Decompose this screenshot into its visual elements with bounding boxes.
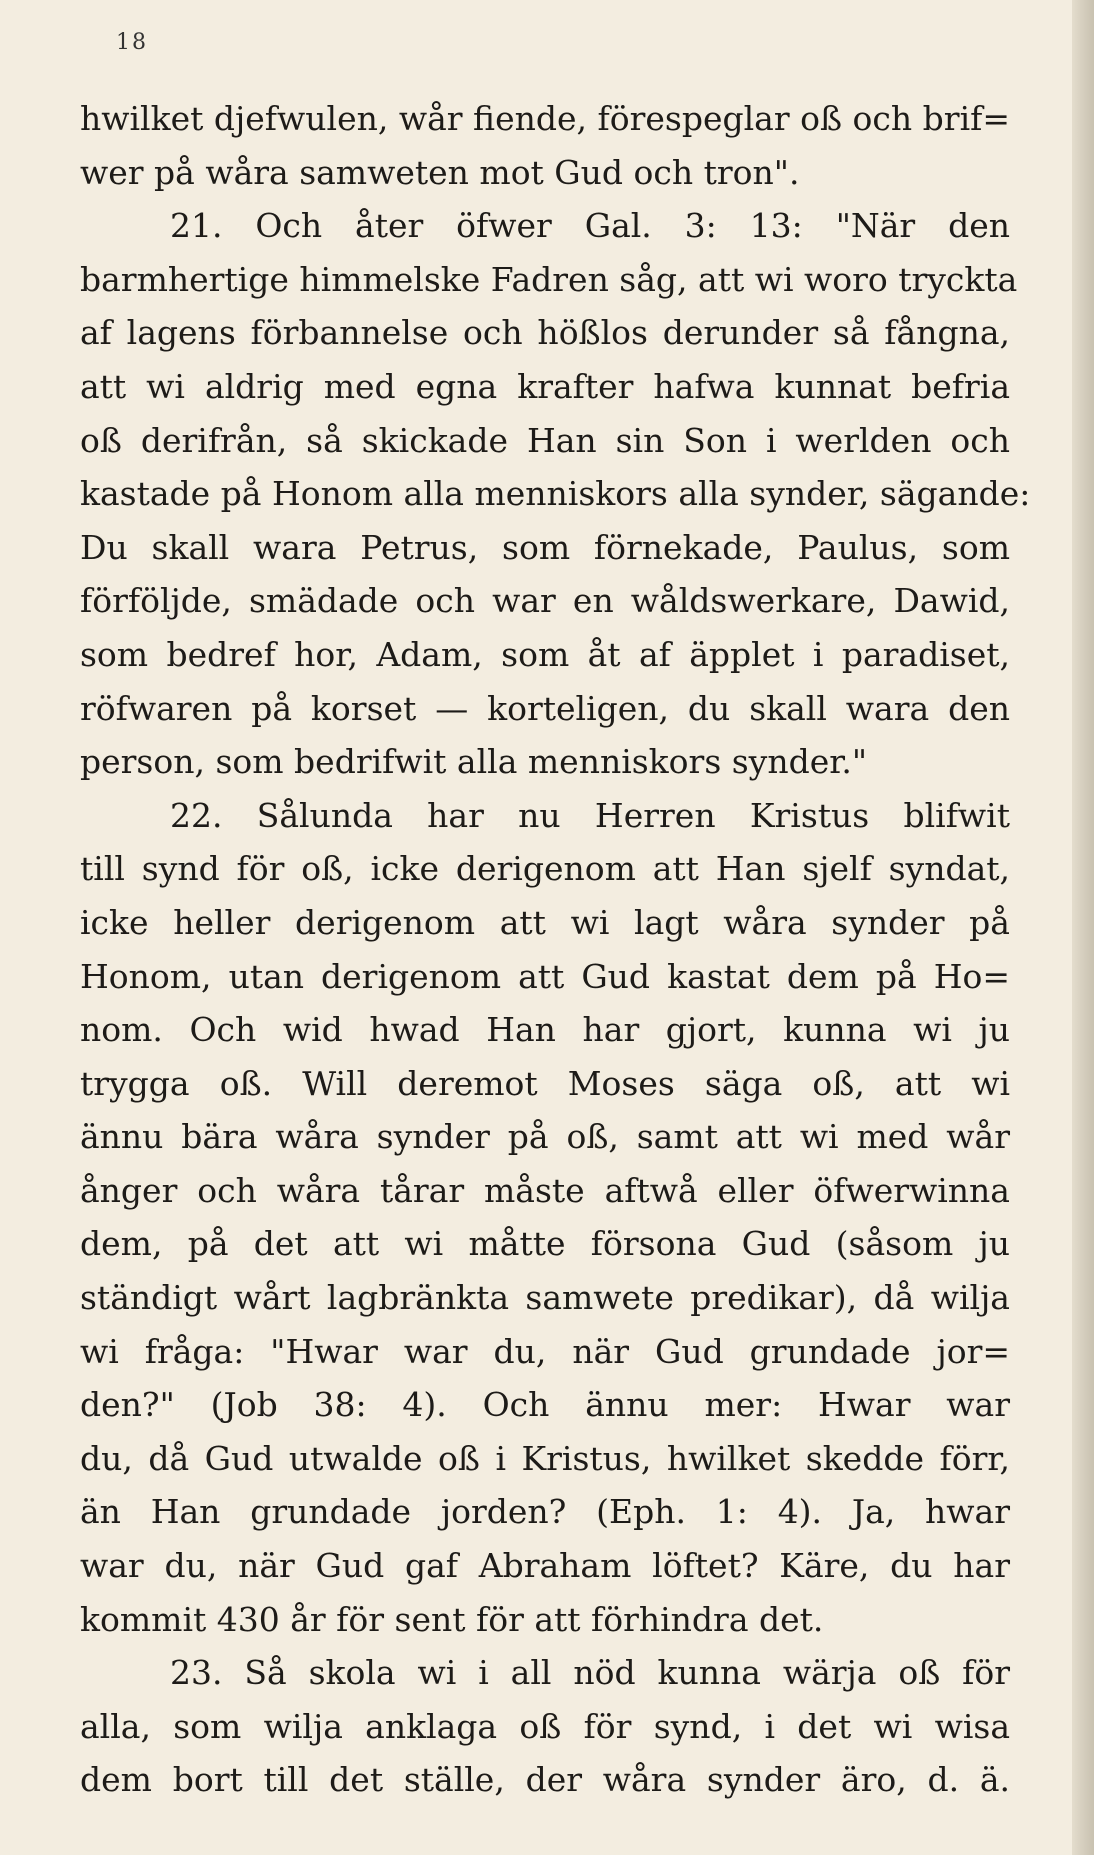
text-line: trygga oß. Will deremot Moses säga oß, att wi: [80, 1063, 1010, 1103]
text-line: 22. Sålunda har nu Herren Kristus blifwit: [170, 795, 1010, 835]
text-line: 21. Och åter öfwer Gal. 3: 13: "När den: [170, 206, 1010, 246]
text-line: än Han grundade jorden? (Eph. 1: 4). Ja, hwar: [80, 1492, 1010, 1532]
text-line: war du, när Gud gaf Abraham löftet? Käre, du har: [80, 1546, 1010, 1586]
body-text: [80, 92, 1031, 1807]
text-line: barmhertige himmelske Fadren såg, att wi woro tryckta: [80, 259, 1018, 299]
text-line: till synd för oß, icke derigenom att Han sjelf syndat,: [80, 849, 1010, 889]
text-line: dem bort till det ställe, der wåra synder äro, d. ä.: [80, 1760, 1010, 1800]
text-line: kastade på Honom alla menniskors alla synder, sägande:: [80, 474, 1031, 514]
text-line: hwilket djefwulen, wår fiende, förespeglar oß och brif=: [80, 99, 1010, 138]
text-line: icke heller derigenom att wi lagt wåra synder på: [80, 902, 1010, 942]
text-line: dem, på det att wi måtte försona Gud (såsom ju: [80, 1224, 1010, 1264]
text-line: du, då Gud utwalde oß i Kristus, hwilket skedde förr,: [80, 1438, 1010, 1478]
text-line: ständigt wårt lagbränkta samwete predikar), då wilja: [80, 1278, 1010, 1318]
text-line: person, som bedrifwit alla menniskors synder.": [80, 742, 868, 782]
text-line: wer på wåra samweten mot Gud och tron".: [80, 152, 800, 192]
text-line: Honom, utan derigenom att Gud kastat dem på Ho=: [80, 956, 1010, 996]
text-line: ännu bära wåra synder på oß, samt att wi med wår: [80, 1117, 1010, 1157]
text-line: af lagens förbannelse och hößlos derunder så fångna,: [80, 313, 1010, 353]
text-line: kommit 430 år för sent för att förhindra det.: [80, 1599, 824, 1639]
text-line: 23. Så skola wi i all nöd kunna wärja oß för: [170, 1653, 1010, 1693]
text-line: nom. Och wid hwad Han har gjort, kunna wi ju: [80, 1010, 1010, 1050]
text-line: som bedref hor, Adam, som åt af äpplet i paradiset,: [80, 634, 1010, 674]
text-line: att wi aldrig med egna krafter hafwa kunnat befria: [80, 366, 1010, 406]
text-line: oß derifrån, så skickade Han sin Son i werlden och: [80, 420, 1010, 460]
text-line: den?" (Job 38: 4). Och ännu mer: Hwar war: [80, 1385, 1010, 1425]
text-line: röfwaren på korset — korteligen, du skall wara den: [80, 688, 1010, 728]
text-line: alla, som wilja anklaga oß för synd, i det wi wisa: [80, 1706, 1010, 1746]
text-line: förföljde, smädade och war en wåldswerkare, Dawid,: [80, 581, 1010, 621]
page-gutter-shadow: [1072, 0, 1094, 1855]
page-number: 18: [116, 30, 148, 55]
text-line: wi fråga: "Hwar war du, när Gud grundade jor=: [80, 1331, 1010, 1371]
text-line: Du skall wara Petrus, som förnekade, Paulus, som: [80, 527, 1010, 567]
text-line: ånger och wåra tårar måste aftwå eller öfwerwinna: [80, 1170, 1010, 1210]
